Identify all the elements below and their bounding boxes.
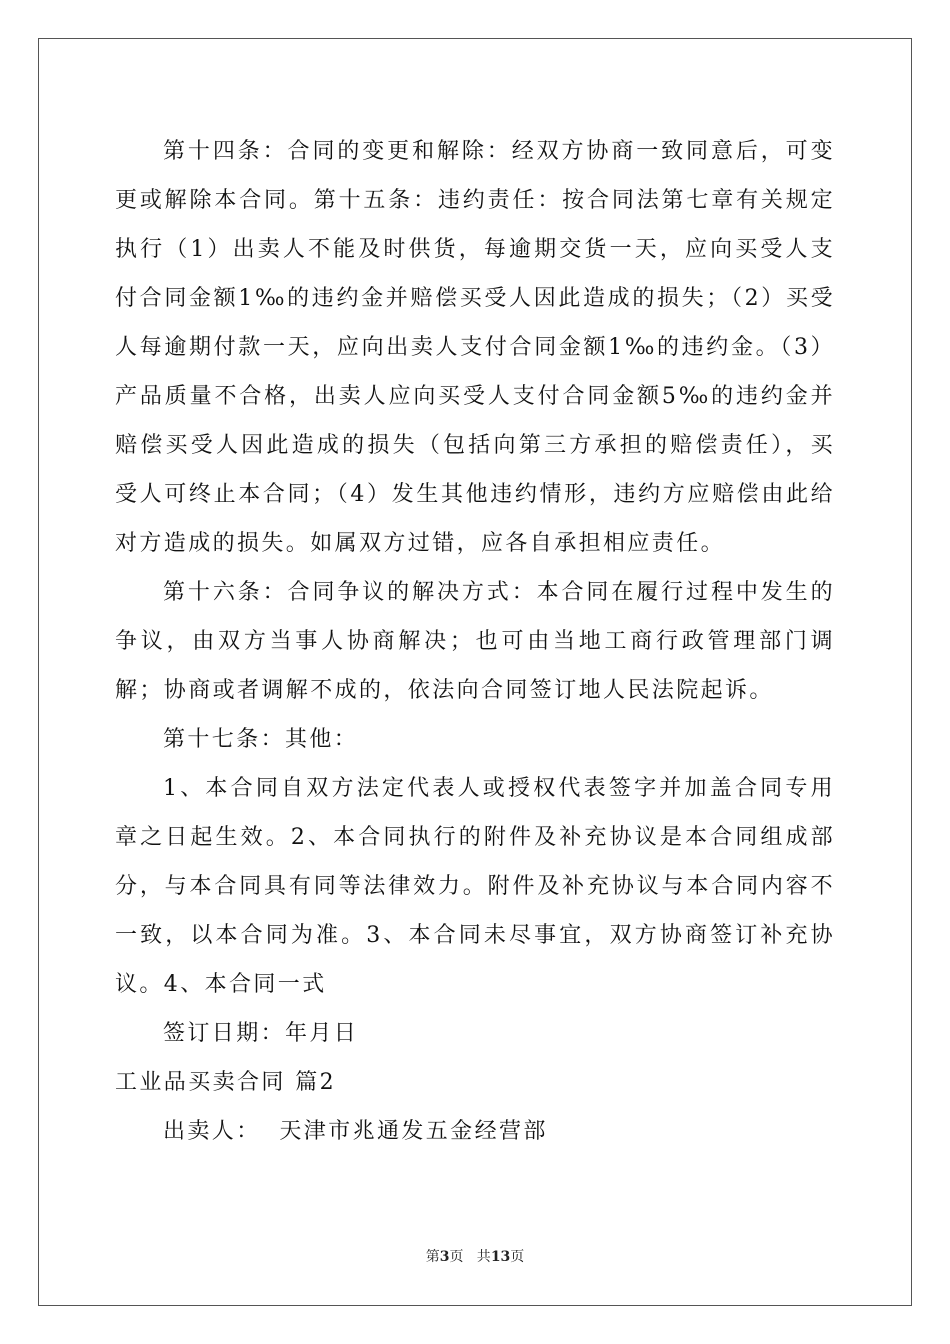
footer-total-pages: 13	[490, 1249, 511, 1265]
footer-page-prefix: 第	[425, 1249, 440, 1265]
paragraph-sign-date: 签订日期：年月日	[163, 1021, 359, 1046]
paragraph-article-14-15: 第十四条：合同的变更和解除：经双方协商一致同意后，可变更或解除本合同。第十五条：违约责任：按合同法第七章有关规定执行（1）出卖人不能及时供货，每逾期交货一天，应向买受人支付合同金额1‰的违约金并赔偿买受人因此造成的损失；（2）买受人每逾期付款一天，应向出卖人支付合同金额1‰的违约金。（3）产品质量不合格，出卖人应向买受人支付合同金额5‰的违约金并赔偿买受人因此造成的损失（包括向第三方承担的赔偿责任），买受人可终止本合同；（4）发生其他违约情形，违约方应赔偿由此给对方造成的损失。如属双方过错，应各自承担相应责任。	[115, 139, 835, 556]
seller-line: 出卖人： 天津市兆通发五金经营部	[163, 1119, 548, 1144]
footer-page-number: 3	[439, 1249, 450, 1265]
footer-page-suffix: 页 共	[449, 1249, 491, 1265]
document-body	[115, 127, 835, 1156]
section-heading: 工业品买卖合同 篇2	[115, 1070, 336, 1095]
page-footer	[0, 1246, 950, 1266]
paragraph-article-17: 第十七条：其他：	[163, 727, 359, 752]
footer-total-suffix: 页	[510, 1249, 525, 1265]
paragraph-other-terms: 1、本合同自双方法定代表人或授权代表签字并加盖合同专用章之日起生效。2、本合同执行的附件及补充协议是本合同组成部分，与本合同具有同等法律效力。附件及补充协议与本合同内容不一致，以本合同为准。3、本合同未尽事宜，双方协商签订补充协议。4、本合同一式	[115, 776, 835, 997]
paragraph-article-16: 第十六条：合同争议的解决方式：本合同在履行过程中发生的争议，由双方当事人协商解决；也可由当地工商行政管理部门调解；协商或者调解不成的，依法向合同签订地人民法院起诉。	[115, 580, 835, 703]
